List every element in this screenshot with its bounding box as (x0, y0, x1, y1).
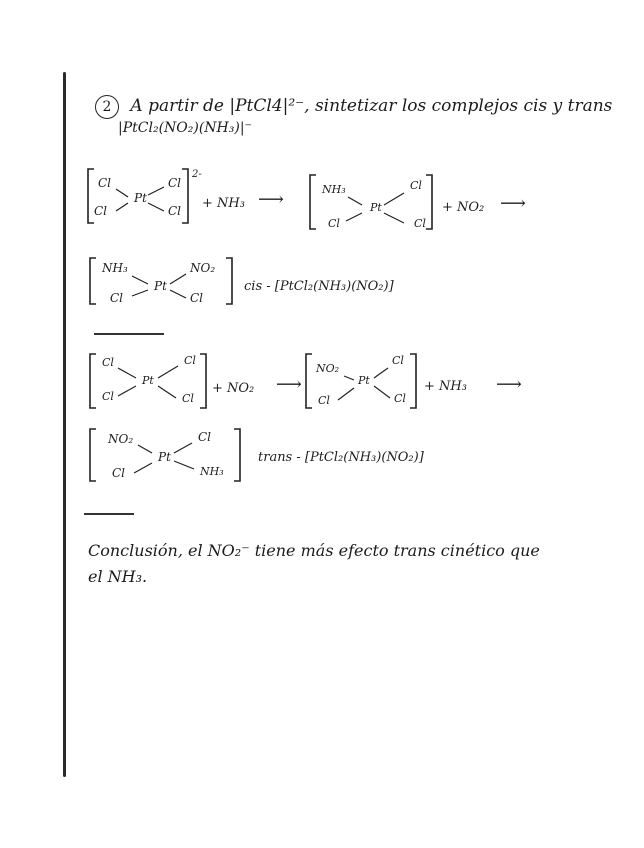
metal-pt: Pt (358, 374, 370, 387)
ligand-nh3: NH₃ (200, 465, 224, 478)
ligand-cl: Cl (410, 179, 422, 192)
ligand-cl: Cl (190, 291, 204, 305)
conclusion-line-2: el NH₃. (88, 567, 148, 586)
ligand-cl: Cl (198, 430, 212, 444)
metal-pt: Pt (158, 450, 171, 464)
reagent-nh3: + NH₃ (424, 379, 467, 394)
reaction-arrow: ⟶ (500, 193, 526, 214)
ligand-cl: Cl (102, 356, 114, 369)
reaction-step-1 (80, 165, 640, 235)
ligand-cl: Cl (182, 392, 194, 405)
margin-line (63, 72, 66, 777)
ligand-cl: Cl (94, 204, 108, 218)
ligand-cl: Cl (394, 392, 406, 405)
reaction-arrow: ⟶ (258, 189, 284, 210)
reagent-no2: + NO₂ (212, 381, 255, 396)
metal-pt: Pt (142, 374, 154, 387)
conclusion-line-1: Conclusión, el NO₂⁻ tiene más efecto trans cinético que (88, 541, 540, 560)
trans-product-label: trans - [PtCl₂(NH₃)(NO₂)] (258, 450, 424, 465)
problem-statement (95, 93, 615, 119)
cis-product-label: cis - [PtCl₂(NH₃)(NO₂)] (244, 279, 394, 294)
ligand-cl: Cl (98, 176, 112, 190)
ligand-cl: Cl (168, 176, 182, 190)
reaction-arrow: ⟶ (496, 374, 522, 395)
ligand-cl: Cl (112, 466, 126, 480)
reaction-arrow: ⟶ (276, 374, 302, 395)
ligand-cl: Cl (102, 390, 114, 403)
problem-text: A partir de |PtCl4|²⁻, sintetizar los complejos cis y trans (130, 96, 613, 116)
ligand-cl: Cl (110, 291, 124, 305)
reagent-no2: + NO₂ (442, 200, 485, 215)
divider (94, 333, 164, 335)
metal-pt: Pt (134, 191, 147, 205)
metal-pt: Pt (370, 201, 382, 214)
ligand-no2: NO₂ (190, 261, 216, 275)
target-formula: |PtCl₂(NO₂)(NH₃)|⁻ (118, 120, 252, 136)
ligand-cl: Cl (318, 394, 330, 407)
complex-charge: 2- (192, 169, 202, 180)
ligand-nh3: NH₃ (102, 261, 128, 275)
ligand-cl: Cl (328, 217, 340, 230)
ligand-cl: Cl (168, 204, 182, 218)
ligand-nh3: NH₃ (322, 183, 346, 196)
ligand-cl: Cl (414, 217, 426, 230)
reagent-nh3: + NH₃ (202, 196, 245, 211)
divider (84, 513, 134, 515)
ligand-no2: NO₂ (316, 362, 340, 375)
reaction-step-2 (80, 350, 640, 412)
ligand-cl: Cl (184, 354, 196, 367)
trans-product-row (80, 425, 640, 487)
ligand-cl: Cl (392, 354, 404, 367)
metal-pt: Pt (154, 279, 167, 293)
problem-number: 2 (95, 95, 119, 119)
cis-product-row (80, 252, 640, 308)
ligand-no2: NO₂ (108, 432, 134, 446)
conclusion (88, 538, 588, 590)
